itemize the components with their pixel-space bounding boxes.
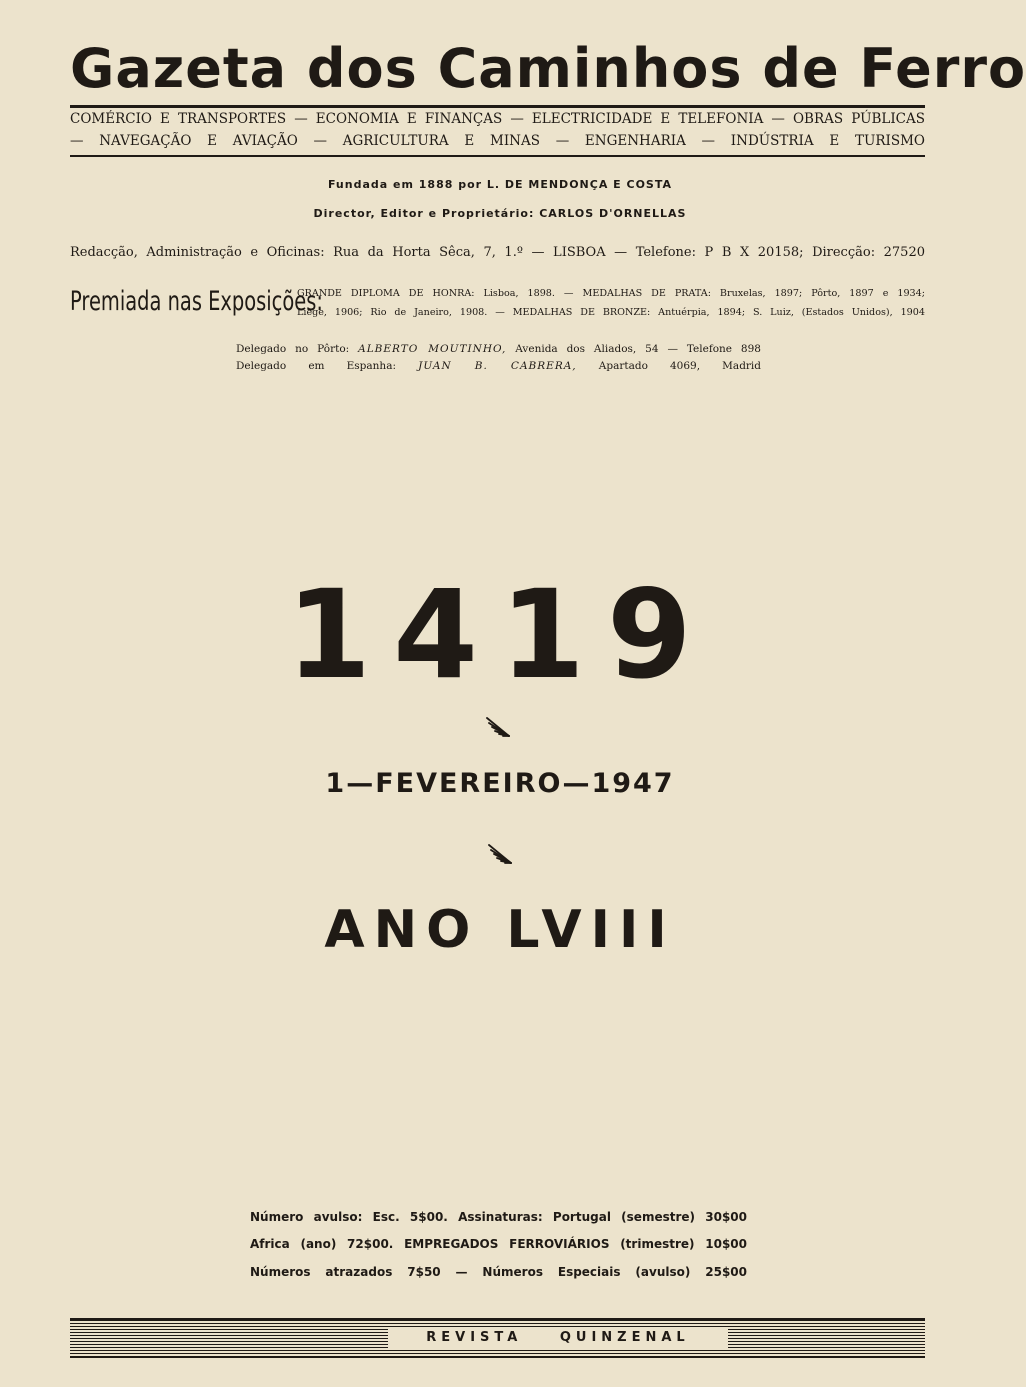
delegate-porto-prefix: Delegado no Pôrto: [236, 343, 350, 355]
footer-label: REVISTA QUINZENAL [388, 1328, 728, 1348]
fan-ornament-icon [485, 715, 513, 739]
awards-line-1: GRANDE DIPLOMA DE HONRA: Lisboa, 1898. — MEDALHAS DE PRATA: Bruxelas, 1897; Pôrto, 1897 e 1934; [297, 288, 925, 299]
issue-number: 1419 [286, 564, 714, 706]
awards-list [297, 284, 925, 322]
masthead-rule-bottom [70, 155, 925, 157]
delegate-spain [236, 360, 761, 372]
delegate-porto-name: ALBERTO MOUTINHO, [358, 343, 507, 355]
fan-ornament-icon [487, 842, 515, 866]
director-line: Director, Editor e Proprietário: CARLOS D'ORNELLAS [313, 207, 687, 220]
issue-date: 1—FEVEREIRO—1947 [325, 768, 675, 799]
awards-label: Premiada nas Exposições: [70, 286, 323, 317]
delegate-porto-details: Avenida dos Aliados, 54 — Telefone 898 [515, 343, 761, 355]
delegate-spain-name: JUAN B. CABRERA, [418, 360, 577, 372]
address-line: Redacção, Administração e Oficinas: Rua da Horta Sêca, 7, 1.º — LISBOA — Telefone: P B X 20158; Direcção: 27520 [70, 245, 925, 260]
issue-year: ANO LVIII [324, 900, 676, 960]
topics-line-1: COMÉRCIO E TRANSPORTES — ECONOMIA E FINANÇAS — ELECTRICIDADE E TELEFONIA — OBRAS PÚBLICAS [70, 111, 925, 127]
topics-line-2: — NAVEGAÇÃO E AVIAÇÃO — AGRICULTURA E MINAS — ENGENHARIA — INDÚSTRIA E TURISMO [70, 133, 925, 149]
masthead-rule-top [70, 105, 925, 108]
delegate-porto [236, 343, 761, 355]
footer-band [70, 1318, 925, 1358]
delegate-spain-prefix: Delegado em Espanha: [236, 360, 396, 372]
founded-line: Fundada em 1888 por L. DE MENDONÇA E COSTA [327, 178, 673, 191]
price-line-3: Números atrazados 7$50 — Números Especiais (avulso) 25$00 [250, 1265, 747, 1279]
masthead-title: Gazeta dos Caminhos de Ferro [70, 37, 1026, 100]
price-line-2: Africa (ano) 72$00. EMPREGADOS FERROVIÁRIOS (trimestre) 10$00 [250, 1237, 747, 1251]
awards-line-2: Liège, 1906; Rio de Janeiro, 1908. — MEDALHAS DE BRONZE: Antuérpia, 1894; S. Luiz, (Estados Unidos), 1904 [297, 307, 925, 318]
delegate-spain-details: Apartado 4069, Madrid [598, 360, 762, 372]
price-line-1: Número avulso: Esc. 5$00. Assinaturas: Portugal (semestre) 30$00 [250, 1210, 747, 1224]
